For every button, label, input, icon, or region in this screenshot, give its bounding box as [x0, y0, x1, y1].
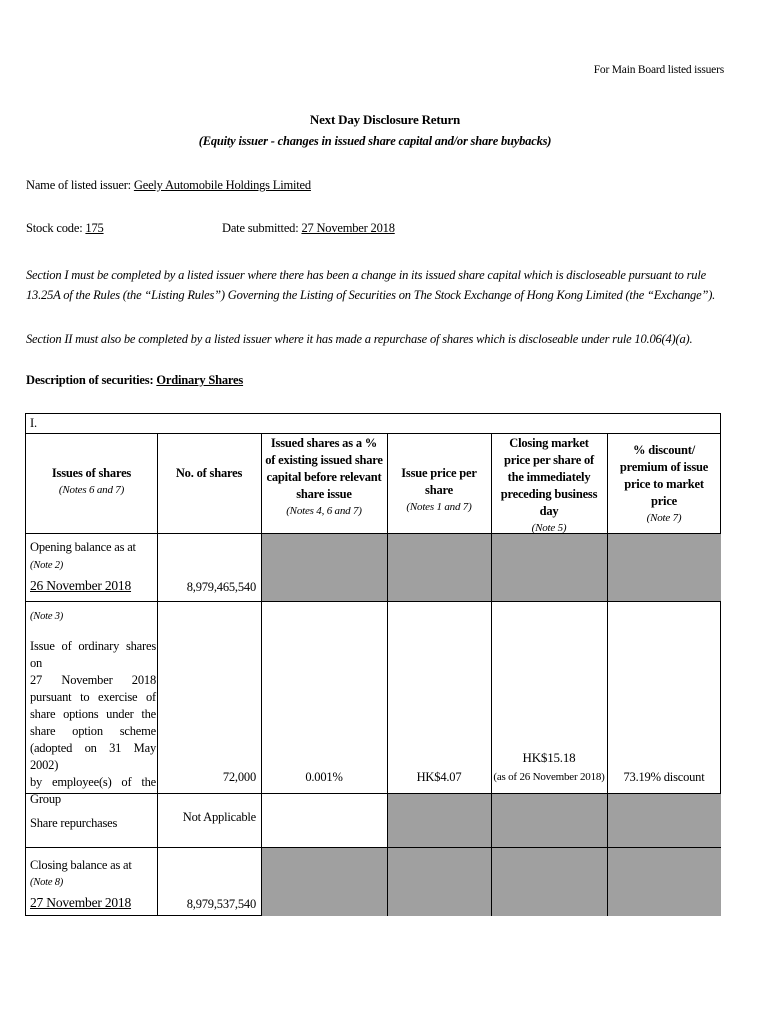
issue-price: HK$4.07 — [416, 770, 462, 784]
issue-shares: 72,000 — [222, 770, 256, 784]
stock-code-line — [26, 221, 104, 236]
opening-balance-label: Opening balance as at — [30, 540, 136, 554]
column-divider — [261, 433, 262, 916]
issue-percent: 0.001% — [305, 770, 343, 784]
issue-description: Issue of ordinary shares on 27 November 2018 pursuant to exercise of share options under the share option scheme (adopted on 31 May 2002) by employee(s) of the Group — [30, 639, 156, 806]
date-submitted-line — [222, 221, 395, 236]
shaded-cell — [387, 793, 491, 847]
opening-balance-note: (Note 2) — [30, 560, 64, 571]
date-submitted-value: 27 November 2018 — [301, 221, 395, 235]
shaded-cell — [607, 533, 721, 601]
closing-balance-note: (Note 8) — [30, 877, 64, 888]
securities-description — [26, 373, 243, 388]
closing-balance-label: Closing balance as at — [30, 858, 132, 872]
stock-code-value: 175 — [85, 221, 104, 235]
closing-balance-date: 27 November 2018 — [30, 895, 132, 910]
share-repurchases-label: Share repurchases — [30, 816, 118, 830]
shaded-cell — [491, 793, 607, 847]
shaded-cell — [607, 793, 721, 847]
issue-note: (Note 3) — [30, 611, 64, 622]
opening-balance-date: 26 November 2018 — [30, 578, 132, 593]
column-header-discount: % discount/ premium of issue price to market price (Note 7) — [619, 443, 709, 524]
issuer-name-value: Geely Automobile Holdings Limited — [133, 178, 311, 192]
date-submitted-label: Date submitted: — [222, 221, 299, 235]
row-divider — [26, 847, 721, 848]
shaded-cell — [607, 847, 721, 916]
shaded-cell — [387, 533, 491, 601]
row-divider — [26, 533, 721, 534]
discount-value: 73.19% discount — [623, 770, 705, 784]
opening-balance-shares: 8,979,465,540 — [186, 580, 256, 594]
column-divider — [157, 433, 158, 916]
page-title: Next Day Disclosure Return — [309, 112, 461, 127]
section-two-instructions: Section II must also be completed by a listed issuer where it has made a repurchase of shares which is discloseable under rule 10.06(4)(a). — [26, 332, 693, 346]
market-price: HK$15.18 — [522, 750, 576, 765]
share-repurchases-value: Not Applicable — [182, 810, 256, 824]
column-header-shares: No. of shares — [175, 466, 243, 480]
column-header-issues: Issues of shares (Notes 6 and 7) — [51, 466, 132, 496]
issuer-category: For Main Board listed issuers — [593, 64, 724, 76]
issuer-name-line — [26, 178, 311, 193]
shaded-cell — [261, 533, 387, 601]
section-one-instructions: Section I must be completed by a listed issuer where there has been a change in its issued share capital which is discloseable pursuant to rule 13.25A of the Rules (the “Listing Rules”) Governing the Listing of Securities on The Stock Exchange of Hong Kong Limited (the “Exchange”). — [26, 268, 716, 302]
shaded-cell — [387, 847, 491, 916]
shaded-cell — [261, 847, 387, 916]
column-divider — [491, 433, 492, 916]
page-subtitle: (Equity issuer - changes in issued share capital and/or share buybacks) — [198, 134, 552, 148]
column-header-market-price: Closing market price per share of the immediately preceding business day (Note 5) — [500, 436, 598, 534]
closing-balance-shares: 8,979,537,540 — [186, 897, 256, 911]
market-price-note: (as of 26 November 2018) — [493, 771, 605, 783]
column-header-issue-price: Issue price per share (Notes 1 and 7) — [401, 466, 477, 513]
shaded-cell — [491, 847, 607, 916]
issuer-name-label: Name of listed issuer: — [26, 178, 131, 192]
securities-description-value: Ordinary Shares — [156, 373, 244, 387]
shaded-cell — [491, 533, 607, 601]
table-section-label: I. — [30, 416, 37, 430]
share-capital-table — [25, 413, 721, 916]
securities-description-label: Description of securities: — [26, 373, 154, 387]
column-header-percent: Issued shares as a % of existing issued share capital before relevant share issue (Notes 4, 6 and 7) — [265, 436, 383, 517]
stock-code-label: Stock code: — [26, 221, 83, 235]
column-divider — [607, 433, 608, 916]
row-divider — [26, 433, 721, 434]
row-divider — [26, 601, 721, 602]
